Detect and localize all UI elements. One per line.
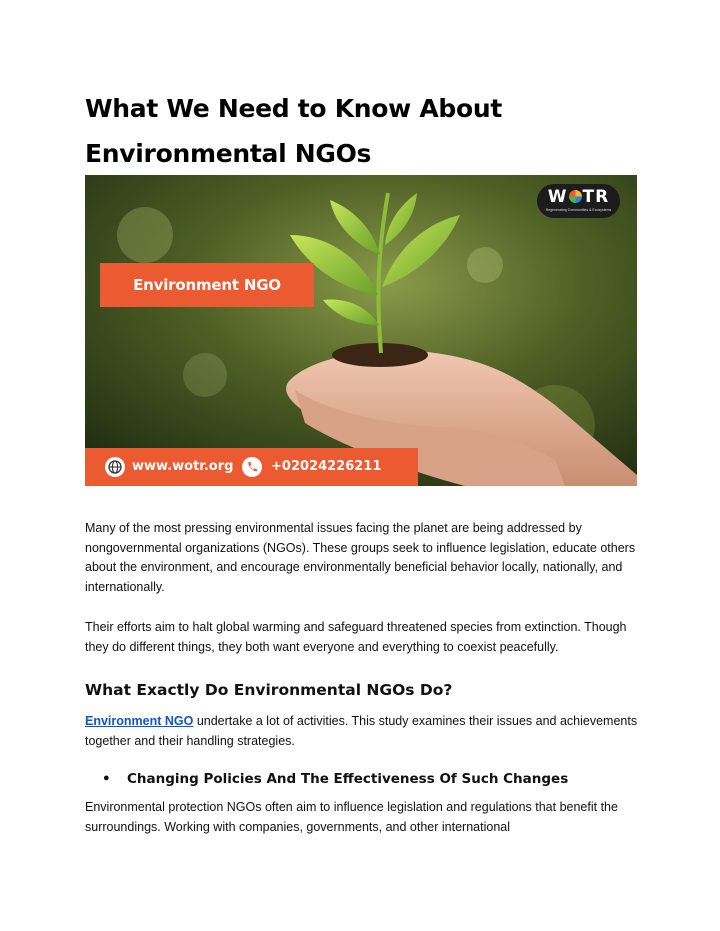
environment-ngo-link[interactable]: Environment NGO [85, 714, 194, 728]
wotr-logo-tagline: Regenerating Communities & Ecosystems [545, 208, 612, 212]
section-paragraph-text: undertake a lot of activities. This study examines their issues and achievements together and their handling strategies. [85, 714, 638, 748]
globe-icon [105, 457, 125, 477]
wotr-logo-word: W TR [547, 187, 610, 207]
bullet-heading: Changing Policies And The Effectiveness Of Such Changes [127, 771, 569, 787]
bullet-dot: ● [103, 772, 110, 784]
environment-ngo-banner: Environment NGO [100, 263, 314, 307]
section-paragraph [85, 712, 645, 751]
plant-in-hands-illustration [85, 175, 637, 486]
bullet-paragraph: Environmental protection NGOs often aim to influence legislation and regulations that benefit the surroundings. Working with companies, governments, and other international [85, 800, 618, 834]
phone-icon [242, 457, 262, 477]
hero-image [85, 175, 637, 486]
website-text: www.wotr.org [132, 459, 234, 474]
phone-text: +02024226211 [271, 459, 382, 474]
intro-paragraph: Many of the most pressing environmental issues facing the planet are being addressed by nongovernmental organizations (NGOs). These groups seek to influence legislation, educate others about the environment, and encourage environmentally beneficial behavior locally, nationally, and internationally. [85, 521, 636, 594]
contact-bar [85, 448, 418, 486]
section-heading: What Exactly Do Environmental NGOs Do? [85, 681, 453, 699]
page-title: What We Need to Know About Environmental NGOs [85, 94, 503, 168]
globe-icon [569, 190, 582, 203]
wotr-logo [537, 184, 620, 218]
second-paragraph: Their efforts aim to halt global warming and safeguard threatened species from extinction. Though they do different things, they both want everyone and everything to coexist peacefully. [85, 620, 627, 654]
